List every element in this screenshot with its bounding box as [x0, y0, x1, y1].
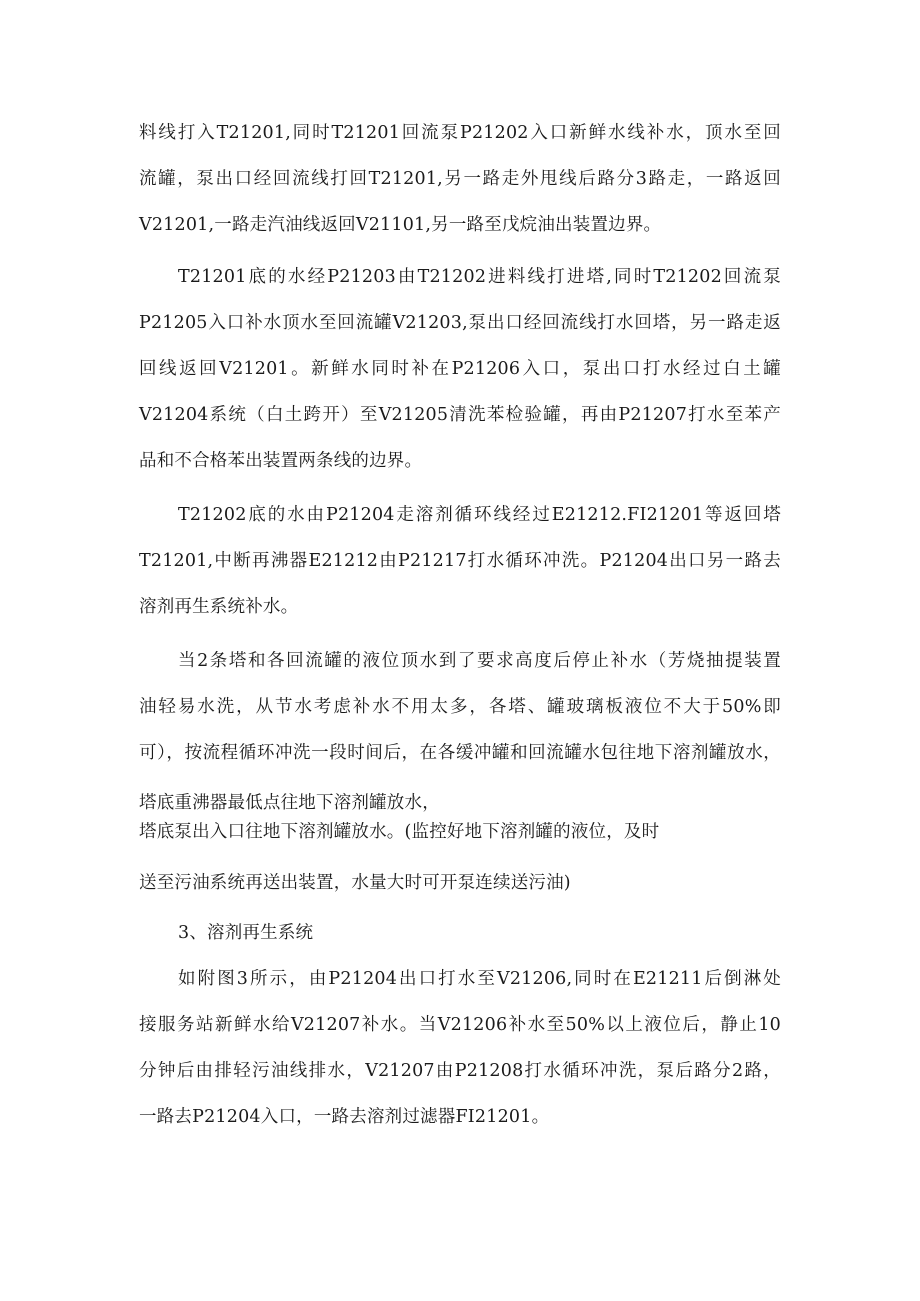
text-line: 可），按流程循环冲洗一段时间后，在各缓冲罐和回流罐水包往地下溶剂罐放水， — [139, 743, 781, 763]
text-line: 回线返回V21201。新鲜水同时补在P21206入口，泵出口打水经过白土罐 — [139, 359, 781, 379]
text-line: T21201底的水经P21203由T21202进料线打进塔,同时T21202回流泵 — [178, 267, 781, 287]
text-line: 料线打入T21201,同时T21201回流泵P21202入口新鲜水线补水，顶水至回 — [139, 123, 781, 143]
text-line: 油轻易水洗，从节水考虑补水不用太多，各塔、罐玻璃板液位不大于50%即 — [139, 697, 781, 717]
text-line: 当2条塔和各回流罐的液位顶水到了要求高度后停止补水（芳烧抽提装置 — [178, 651, 781, 671]
section-heading: 3、溶剂再生系统 — [178, 923, 314, 943]
text-line: T21201,中断再沸器E21212由P21217打水循环冲洗。P21204出口另一路去 — [139, 551, 781, 571]
text-line: 溶剂再生系统补水。 — [139, 597, 299, 617]
text-line: 品和不合格苯出装置两条线的边界。 — [139, 451, 423, 471]
text-line: 如附图3所示，由P21204出口打水至V21206,同时在E21211后倒淋处 — [178, 969, 781, 989]
text-line: P21205入口补水顶水至回流罐V21203,泵出口经回流线打水回塔，另一路走返 — [139, 313, 781, 333]
text-line: V21204系统（白土跨开）至V21205清洗苯检验罐，再由P21207打水至苯产 — [139, 405, 781, 425]
text-line: 塔底重沸器最低点往地下溶剂罐放水， — [139, 793, 440, 813]
text-line: 塔底泵出入口往地下溶剂罐放水。(监控好地下溶剂罐的液位，及时 — [139, 822, 660, 842]
text-line: T21202底的水由P21204走溶剂循环线经过E21212.FI21201等返回塔 — [178, 505, 781, 525]
text-line: 一路去P21204入口，一路去溶剂过滤器FI21201。 — [139, 1107, 550, 1127]
text-line: 送至污油系统再送出装置，水量大时可开泵连续送污油) — [139, 873, 571, 893]
text-line: 流罐，泵出口经回流线打回T21201,另一路走外甩线后路分3路走，一路返回 — [139, 169, 781, 189]
text-line: 分钟后由排轻污油线排水，V21207由P21208打水循环冲洗，泵后路分2路， — [139, 1061, 781, 1081]
text-line: 接服务站新鲜水给V21207补水。当V21206补水至50%以上液位后，静止10 — [139, 1015, 781, 1035]
text-line: V21201,一路走汽油线返回V21101,另一路至戊烷油出装置边界。 — [139, 215, 662, 235]
